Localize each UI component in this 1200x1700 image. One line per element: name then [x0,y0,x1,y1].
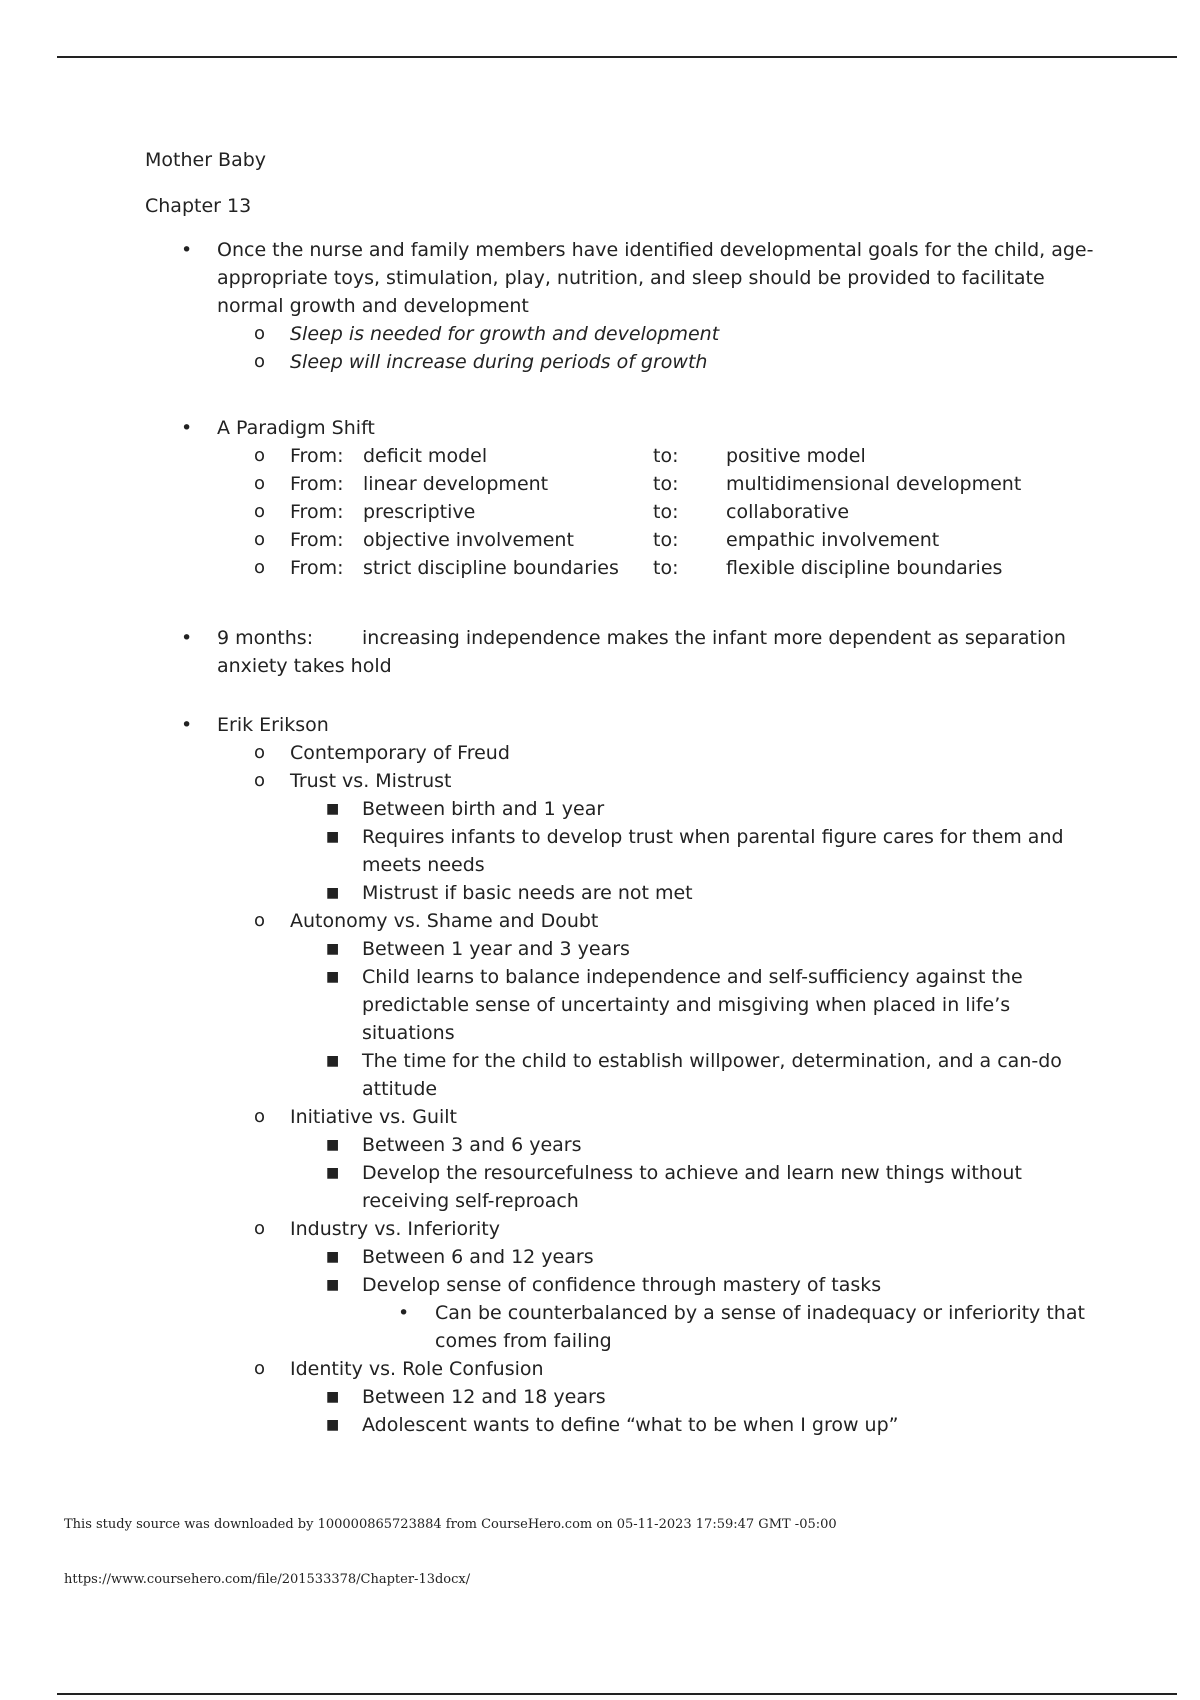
circle-bullet-icon: o [254,910,266,931]
list-item [145,1271,1105,1299]
from-label: From: [290,529,344,551]
paradigm-section [145,414,1105,582]
intro-text: Once the nurse and family members have identified developmental goals for the child, age-appropriate toys, stimulation, play, nutrition, and sleep should be provided to facilitate normal growth and development [217,239,1094,317]
stage-detail: Between 1 year and 3 years [362,938,630,960]
circle-bullet-icon: o [254,1218,266,1239]
stage-title [145,767,1105,795]
list-item [145,1159,1105,1215]
circle-bullet-icon: o [254,351,266,372]
bullet-icon: • [181,627,193,649]
list-item [145,711,1105,739]
stage-detail: Adolescent wants to define “what to be when I grow up” [362,1414,899,1436]
stage-title [145,1103,1105,1131]
paradigm-row [145,554,1105,582]
to-value: empathic involvement [726,529,940,551]
list-item [145,236,1105,320]
stage-title [145,907,1105,935]
stage-initiative-title: Initiative vs. Guilt [290,1106,457,1128]
stage-detail: Child learns to balance independence and self-sufficiency against the predictable sense of uncertainty and misgiving when placed in life’s situations [362,966,1023,1044]
bottom-rule [57,1693,1177,1695]
list-item [145,935,1105,963]
erikson-section [145,711,1105,1439]
paradigm-title: A Paradigm Shift [217,417,375,439]
to-label: to: [653,501,679,523]
nine-months-section [145,624,1105,680]
to-value: positive model [726,445,866,467]
erikson-note: Contemporary of Freud [290,742,510,764]
square-bullet-icon: ■ [326,1417,340,1433]
list-item [145,1243,1105,1271]
nine-months-text: increasing independence makes the infant more dependent as separation [362,627,1066,649]
circle-bullet-icon: o [254,557,266,578]
list-item [145,1131,1105,1159]
stage-detail: Between 12 and 18 years [362,1386,606,1408]
list-item [145,348,1105,376]
list-item [145,823,1105,879]
from-value: objective involvement [363,529,574,551]
square-bullet-icon: ■ [326,1053,340,1069]
stage-title [145,1215,1105,1243]
bullet-icon: • [181,417,193,439]
list-item [145,624,1105,680]
list-item [145,879,1105,907]
circle-bullet-icon: o [254,501,266,522]
bullet-icon: • [181,239,193,261]
chapter-heading: Chapter 13 [145,195,252,217]
circle-bullet-icon: o [254,1106,266,1127]
list-item [145,414,1105,442]
square-bullet-icon: ■ [326,1249,340,1265]
to-value: collaborative [726,501,850,523]
paradigm-row [145,526,1105,554]
circle-bullet-icon: o [254,770,266,791]
from-value: deficit model [363,445,488,467]
document-title: Mother Baby [145,149,267,171]
square-bullet-icon: ■ [326,829,340,845]
list-item [145,795,1105,823]
circle-bullet-icon: o [254,742,266,763]
stage-detail: Develop the resourcefulness to achieve and learn new things without receiving self-reproach [362,1162,1022,1212]
stage-detail: Requires infants to develop trust when parental figure cares for them and meets needs [362,826,1064,876]
circle-bullet-icon: o [254,323,266,344]
to-value: flexible discipline boundaries [726,557,1003,579]
from-value: strict discipline boundaries [363,557,619,579]
stage-trust-title: Trust vs. Mistrust [290,770,452,792]
nine-months-text-cont: anxiety takes hold [217,655,392,677]
sleep-note: Sleep is needed for growth and development [290,323,720,345]
circle-bullet-icon: o [254,529,266,550]
source-url[interactable]: https://www.coursehero.com/file/201533378/Chapter-13docx/ [64,1572,471,1587]
list-item [145,320,1105,348]
intro-section [145,236,1105,376]
from-value: linear development [363,473,549,495]
circle-bullet-icon: o [254,445,266,466]
square-bullet-icon: ■ [326,885,340,901]
circle-bullet-icon: o [254,1358,266,1379]
to-value: multidimensional development [726,473,1022,495]
sleep-note: Sleep will increase during periods of growth [290,351,708,373]
stage-industry-title: Industry vs. Inferiority [290,1218,500,1240]
square-bullet-icon: ■ [326,1277,340,1293]
stage-subdetail: Can be counterbalanced by a sense of inadequacy or inferiority that comes from failing [435,1302,1085,1352]
stage-detail: Develop sense of confidence through mastery of tasks [362,1274,882,1296]
download-notice: This study source was downloaded by 100000865723884 from CourseHero.com on 05-11-2023 17:59:47 GMT -05:00 [64,1517,837,1532]
list-item [145,963,1105,1047]
stage-autonomy-title: Autonomy vs. Shame and Doubt [290,910,599,932]
stage-detail: Between 6 and 12 years [362,1246,594,1268]
square-bullet-icon: ■ [326,1165,340,1181]
nine-months-label: 9 months: [217,627,314,649]
top-rule [57,56,1177,58]
stage-identity-title: Identity vs. Role Confusion [290,1358,544,1380]
stage-detail: Between 3 and 6 years [362,1134,582,1156]
circle-bullet-icon: o [254,473,266,494]
square-bullet-icon: ■ [326,969,340,985]
bullet-icon: • [398,1302,410,1324]
from-label: From: [290,501,344,523]
to-label: to: [653,557,679,579]
to-label: to: [653,445,679,467]
list-item [145,739,1105,767]
bullet-icon: • [181,714,193,736]
stage-title [145,1355,1105,1383]
paradigm-row [145,498,1105,526]
from-label: From: [290,445,344,467]
square-bullet-icon: ■ [326,941,340,957]
list-item [145,1299,1105,1355]
from-label: From: [290,557,344,579]
list-item [145,1047,1105,1103]
square-bullet-icon: ■ [326,801,340,817]
stage-detail: Mistrust if basic needs are not met [362,882,693,904]
stage-detail: The time for the child to establish willpower, determination, and a can-do attitude [362,1050,1062,1100]
from-value: prescriptive [363,501,476,523]
erikson-title: Erik Erikson [217,714,329,736]
square-bullet-icon: ■ [326,1389,340,1405]
to-label: to: [653,529,679,551]
paradigm-row [145,470,1105,498]
stage-detail: Between birth and 1 year [362,798,605,820]
paradigm-row [145,442,1105,470]
to-label: to: [653,473,679,495]
list-item [145,1411,1105,1439]
from-label: From: [290,473,344,495]
list-item [145,1383,1105,1411]
square-bullet-icon: ■ [326,1137,340,1153]
